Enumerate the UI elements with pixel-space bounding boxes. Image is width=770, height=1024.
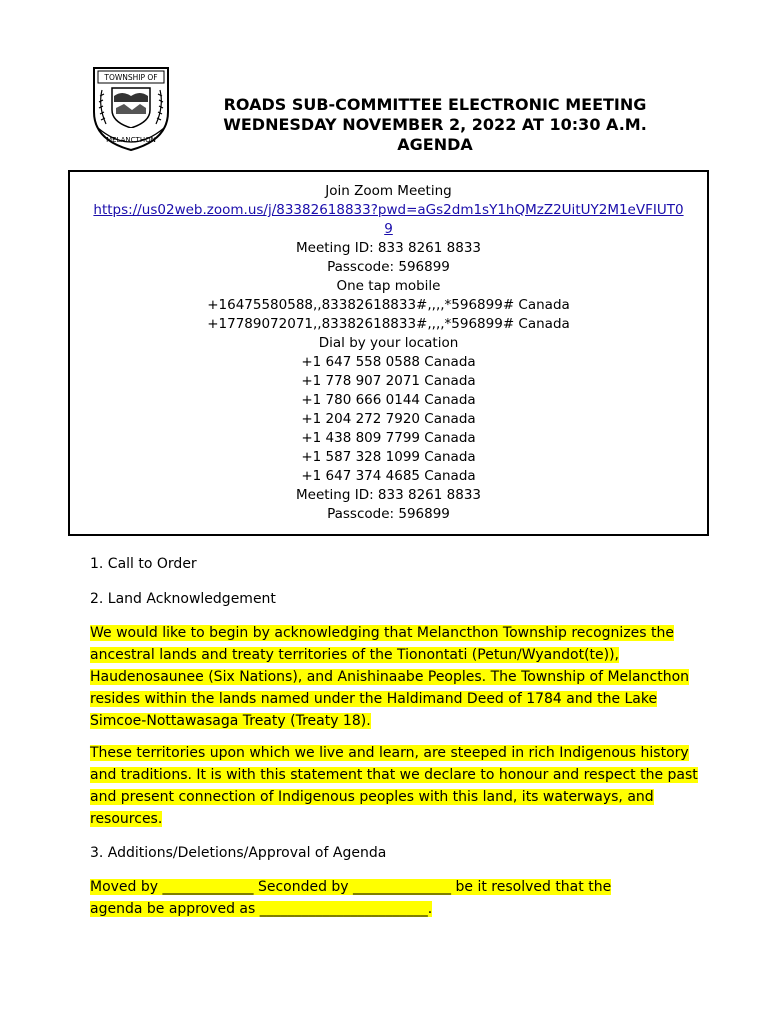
dial-number: +1 647 558 0588 Canada xyxy=(301,354,476,370)
zoom-link[interactable]: https://us02web.zoom.us/j/83382618833?pwd=aGs2dm1sY1hQMzZ2UitUY2M1eVFIUT0 xyxy=(93,202,684,218)
dial-label: Dial by your location xyxy=(318,335,459,351)
meeting-id-repeat: Meeting ID: 833 8261 8833 xyxy=(296,487,481,503)
meeting-id: Meeting ID: 833 8261 8833 xyxy=(296,240,481,256)
meeting-date: WEDNESDAY NOVEMBER 2, 2022 AT 10:30 A.M. xyxy=(223,115,647,134)
one-tap-number-1: +16475580588,,83382618833#,,,,*596899# Canada xyxy=(207,297,570,313)
seal-top-text: TOWNSHIP OF xyxy=(104,73,158,82)
agenda-heading: AGENDA xyxy=(397,135,473,154)
one-tap-label: One tap mobile xyxy=(336,278,441,294)
dial-number: +1 780 666 0144 Canada xyxy=(301,392,476,408)
agenda-item-approval: 3. Additions/Deletions/Approval of Agenda xyxy=(90,845,387,861)
zoom-info-box xyxy=(68,170,709,536)
agenda-item-land-acknowledgement: 2. Land Acknowledgement xyxy=(90,591,276,607)
meeting-title: ROADS SUB-COMMITTEE ELECTRONIC MEETING xyxy=(223,95,647,114)
zoom-link-continued[interactable]: 9 xyxy=(384,221,393,237)
dial-number: +1 438 809 7799 Canada xyxy=(301,430,476,446)
dial-number: +1 587 328 1099 Canada xyxy=(301,449,476,465)
passcode-repeat: Passcode: 596899 xyxy=(327,506,450,522)
agenda-item-call-to-order: 1. Call to Order xyxy=(90,556,197,572)
dial-number: +1 778 907 2071 Canada xyxy=(301,373,476,389)
approval-motion: Moved by _____________ Seconded by ______________ be it resolved that the agenda be approved as ________________________. xyxy=(90,879,612,917)
dial-number: +1 204 272 7920 Canada xyxy=(301,411,476,427)
seal-bottom-text: MELANCTHON xyxy=(106,136,156,144)
dial-number: +1 647 374 4685 Canada xyxy=(301,468,476,484)
land-acknowledgement-paragraph-2: These territories upon which we live and learn, are steeped in rich Indigenous history and traditions. It is with this statement that we declare to honour and respect the past and present connection of Indigenous peoples with this land, its waterways, and resources. xyxy=(90,745,698,827)
join-zoom-label: Join Zoom Meeting xyxy=(325,183,452,199)
meeting-header xyxy=(200,95,670,155)
township-seal-logo xyxy=(88,66,174,152)
passcode: Passcode: 596899 xyxy=(327,259,450,275)
one-tap-number-2: +17789072071,,83382618833#,,,,*596899# Canada xyxy=(207,316,570,332)
land-acknowledgement-paragraph-1: We would like to begin by acknowledging that Melancthon Township recognizes the ancestral lands and treaty territories of the Tionontati (Petun/Wyandot(te)), Haudenosaunee (Six Nations), and Anishinaabe Peoples. The Township of Melancthon resides within the lands named under the Haldimand Deed of 1784 and the Lake Simcoe-Nottawasaga Treaty (Treaty 18). xyxy=(90,625,690,729)
